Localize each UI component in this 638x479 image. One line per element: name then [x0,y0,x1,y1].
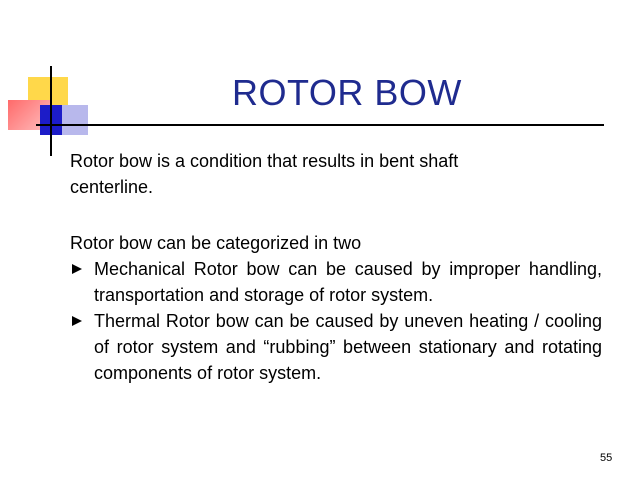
title-underline [36,124,604,126]
decor-lavender-square [62,105,88,135]
intro-line-1: Rotor bow is a condition that results in bent shaft [70,151,459,171]
bullet-item-mechanical [70,256,602,308]
arrow-bullet-icon [72,316,82,326]
bullet-list [70,256,602,386]
bullet-text-thermal: Thermal Rotor bow can be caused by uneven heating / cooling of rotor system and “rubbing” between stationary and rotating components of rotor system. [94,311,602,383]
bullet-text-mechanical: Mechanical Rotor bow can be caused by improper handling, transportation and storage of rotor system. [94,259,602,305]
arrow-bullet-icon [72,264,82,274]
intro-line-2: centerline. [70,177,154,197]
page-number: 55 [600,452,613,464]
categorize-text: Rotor bow can be categorized in two [70,233,362,253]
slide-content [70,148,602,386]
decor-vertical-line [50,66,52,156]
bullet-item-thermal [70,308,602,386]
slide-title: ROTOR BOW [232,72,462,113]
